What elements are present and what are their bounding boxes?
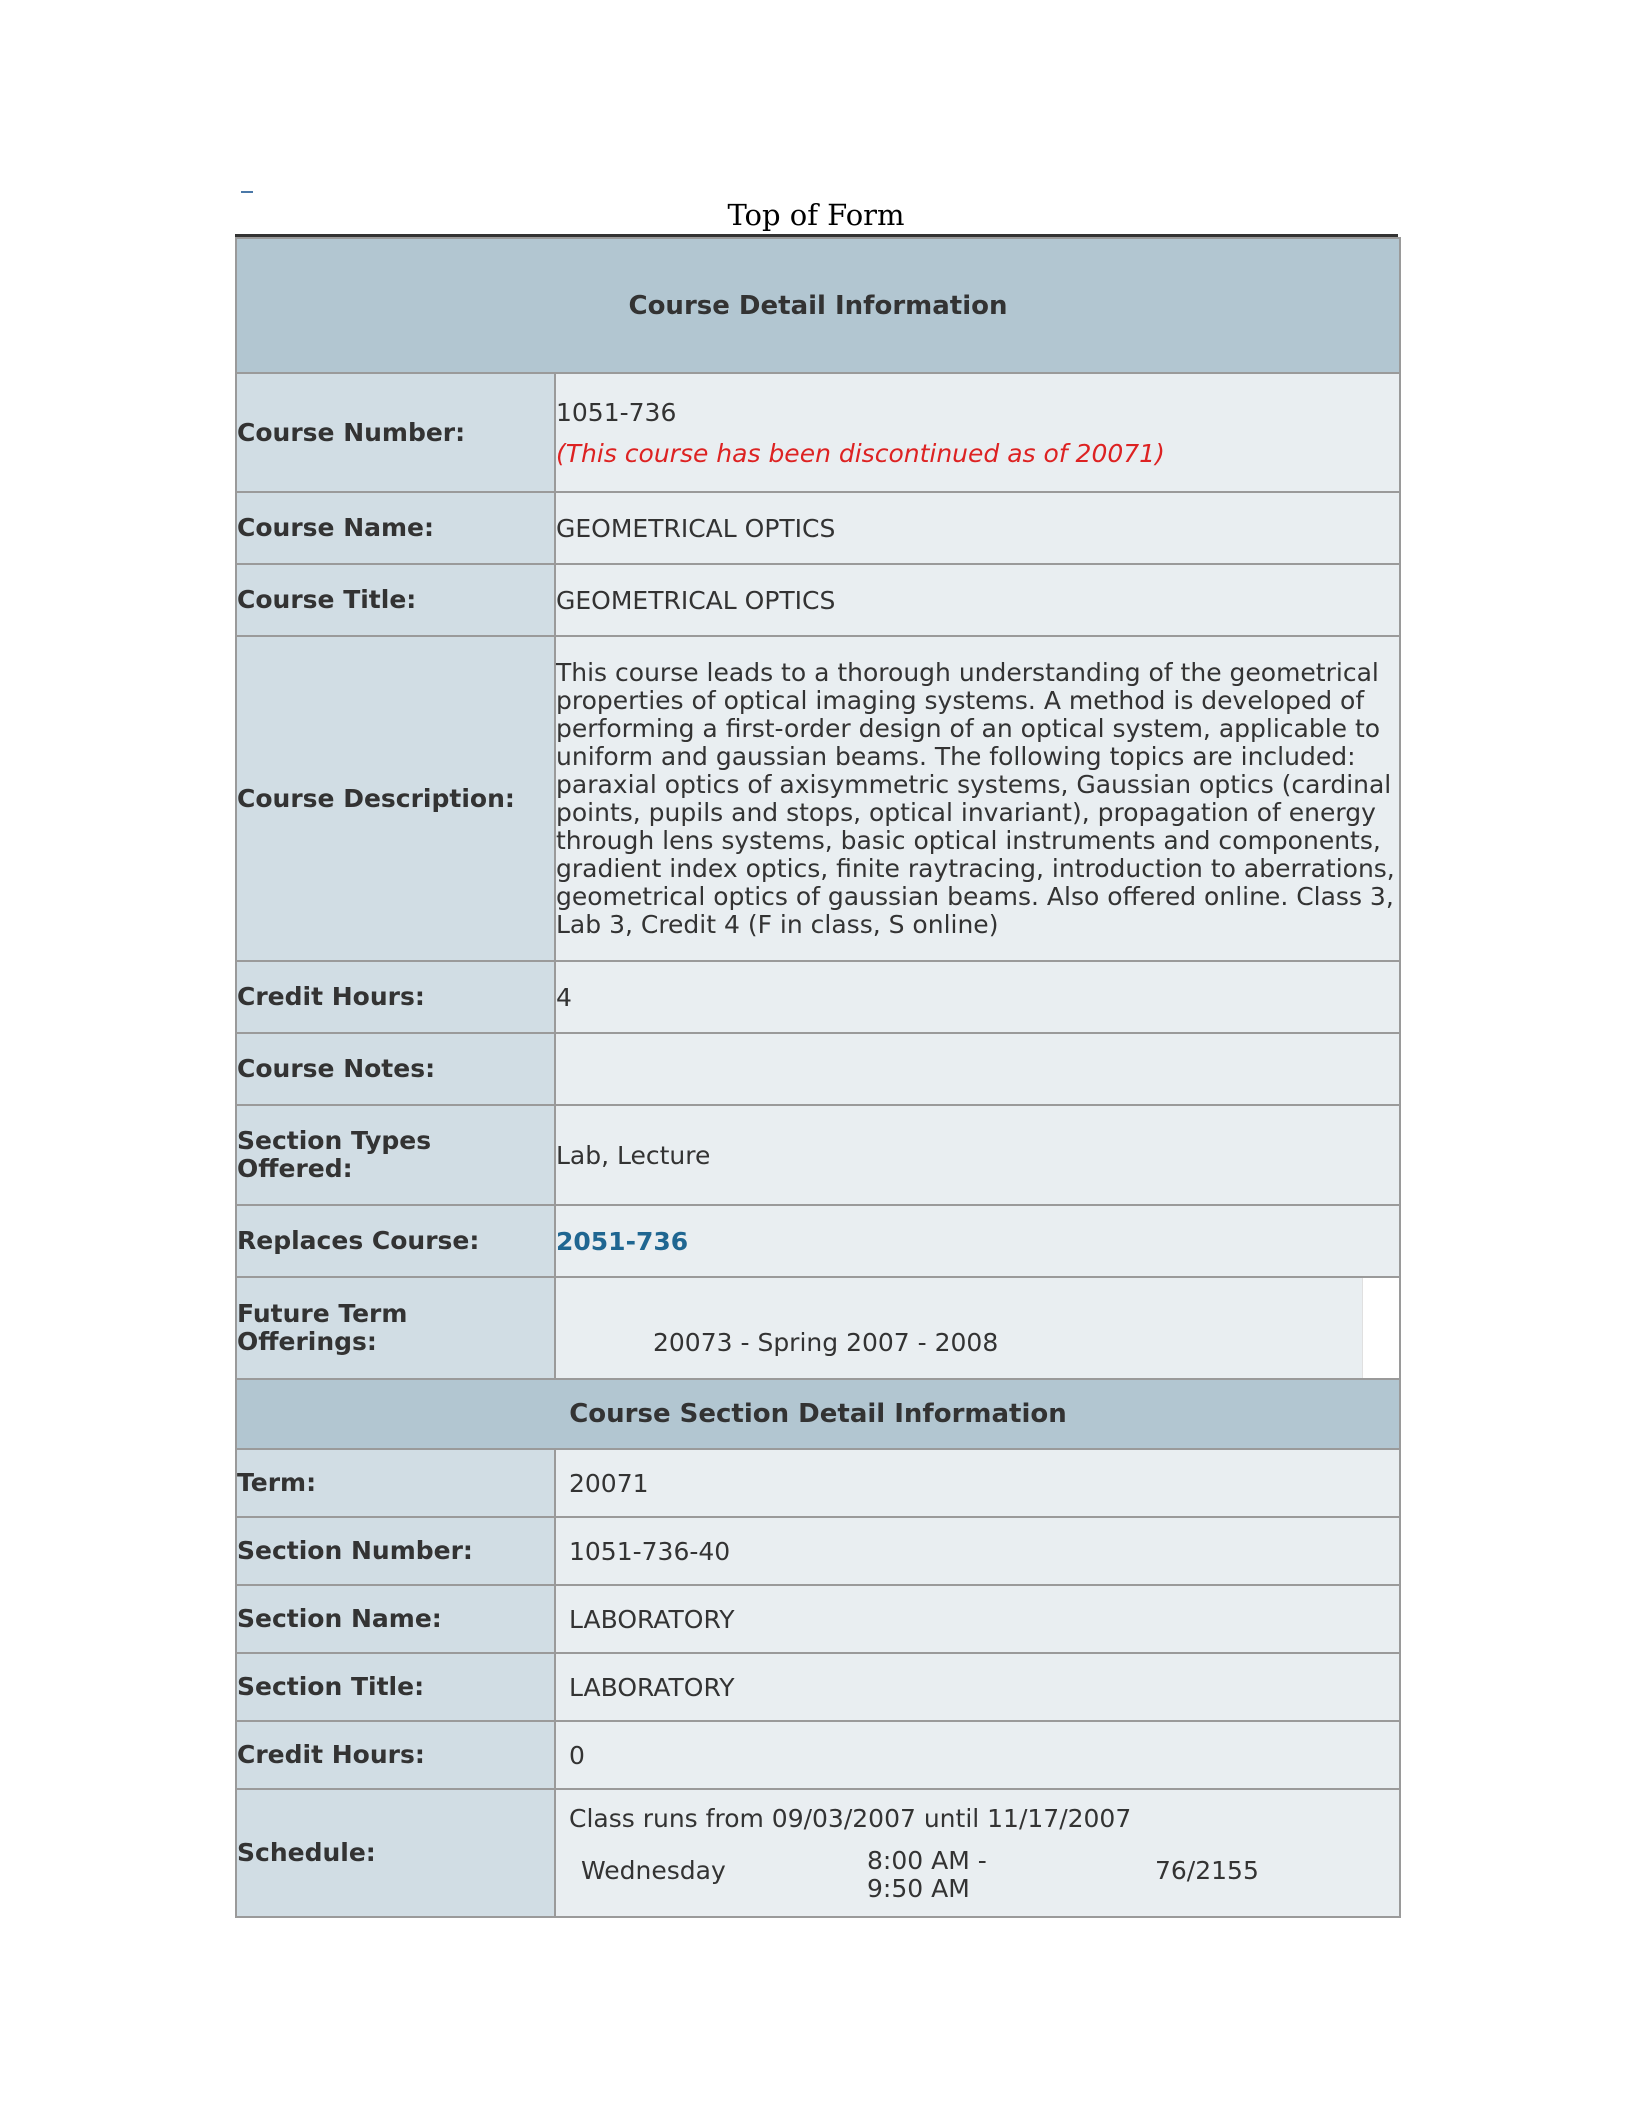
course-description-value: This course leads to a thorough understanding of the geometrical properties of optical imaging systems. A method is developed of performing a first-order design of an optical system, applicable to uniform and gaussian beams. The following topics are included: paraxial optics of axisymmetric systems, Gaussian optics (cardinal points, pupils and stops, optical invariant), propagation of energy through lens systems, basic optical instruments and components, gradient index optics, finite raytracing, introduction to aberrations, geometrical optics of gaussian beams. Also offered online. Class 3, Lab 3, Credit 4 (F in class, S online) bbox=[555, 636, 1400, 961]
section-name-value: LABORATORY bbox=[555, 1585, 1400, 1653]
course-number-value: 1051-736 bbox=[556, 397, 677, 427]
course-title-value: GEOMETRICAL OPTICS bbox=[555, 564, 1400, 636]
replaces-course-link[interactable]: 2051-736 bbox=[556, 1226, 689, 1256]
table-row bbox=[236, 1105, 1400, 1205]
course-detail-table bbox=[235, 237, 1401, 1918]
schedule-meeting bbox=[569, 1847, 1399, 1903]
section-title-value: LABORATORY bbox=[555, 1653, 1400, 1721]
table-row bbox=[236, 1789, 1400, 1917]
schedule-cell bbox=[555, 1789, 1400, 1917]
future-terms-cell bbox=[555, 1277, 1400, 1379]
course-description-label: Course Description: bbox=[236, 636, 555, 961]
top-link-dash bbox=[241, 191, 253, 193]
term-label: Term: bbox=[236, 1449, 555, 1517]
table-row bbox=[236, 1205, 1400, 1277]
top-of-form-label: Top of Form bbox=[727, 198, 905, 232]
section-name-label: Section Name: bbox=[236, 1585, 555, 1653]
table-row bbox=[236, 1449, 1400, 1517]
course-number-label: Course Number: bbox=[236, 373, 555, 492]
table-row bbox=[236, 373, 1400, 492]
schedule-time-end: 9:50 AM bbox=[867, 1873, 970, 1903]
schedule-day: Wednesday bbox=[581, 1855, 726, 1885]
table-row bbox=[236, 1277, 1400, 1379]
schedule-label: Schedule: bbox=[236, 1789, 555, 1917]
table-row bbox=[236, 1517, 1400, 1585]
course-number-cell bbox=[555, 373, 1400, 492]
discontinued-notice: (This course has been discontinued as of 20071) bbox=[556, 438, 1165, 468]
section-credit-hours-value: 0 bbox=[555, 1721, 1400, 1789]
table-row bbox=[236, 1721, 1400, 1789]
section-number-label: Section Number: bbox=[236, 1517, 555, 1585]
section-types-value: Lab, Lecture bbox=[555, 1105, 1400, 1205]
table-row bbox=[236, 636, 1400, 961]
course-notes-label: Course Notes: bbox=[236, 1033, 555, 1105]
table-row bbox=[236, 564, 1400, 636]
section-types-label: Section Types Offered: bbox=[236, 1105, 555, 1205]
future-terms-label: Future Term Offerings: bbox=[236, 1277, 555, 1379]
course-title-label: Course Title: bbox=[236, 564, 555, 636]
table-row bbox=[236, 492, 1400, 564]
schedule-room: 76/2155 bbox=[1155, 1855, 1259, 1885]
schedule-time-start: 8:00 AM - bbox=[867, 1845, 987, 1875]
section-credit-hours-label: Credit Hours: bbox=[236, 1721, 555, 1789]
replaces-course-label: Replaces Course: bbox=[236, 1205, 555, 1277]
section-detail-header: Course Section Detail Information bbox=[236, 1379, 1400, 1449]
course-name-label: Course Name: bbox=[236, 492, 555, 564]
section-number-value: 1051-736-40 bbox=[555, 1517, 1400, 1585]
credit-hours-value: 4 bbox=[555, 961, 1400, 1033]
course-name-value: GEOMETRICAL OPTICS bbox=[555, 492, 1400, 564]
credit-hours-label: Credit Hours: bbox=[236, 961, 555, 1033]
section-title-label: Section Title: bbox=[236, 1653, 555, 1721]
schedule-time bbox=[867, 1847, 1155, 1903]
table-row bbox=[236, 1653, 1400, 1721]
table-row bbox=[236, 1033, 1400, 1105]
schedule-runs: Class runs from 09/03/2007 until 11/17/2007 bbox=[569, 1803, 1132, 1833]
future-terms-value: 20073 - Spring 2007 - 2008 bbox=[653, 1328, 999, 1357]
future-terms-gap bbox=[1362, 1278, 1399, 1378]
replaces-course-cell bbox=[555, 1205, 1400, 1277]
course-notes-value bbox=[555, 1033, 1400, 1105]
term-value: 20071 bbox=[555, 1449, 1400, 1517]
table-row bbox=[236, 961, 1400, 1033]
course-detail-header: Course Detail Information bbox=[236, 238, 1400, 373]
table-row bbox=[236, 1585, 1400, 1653]
